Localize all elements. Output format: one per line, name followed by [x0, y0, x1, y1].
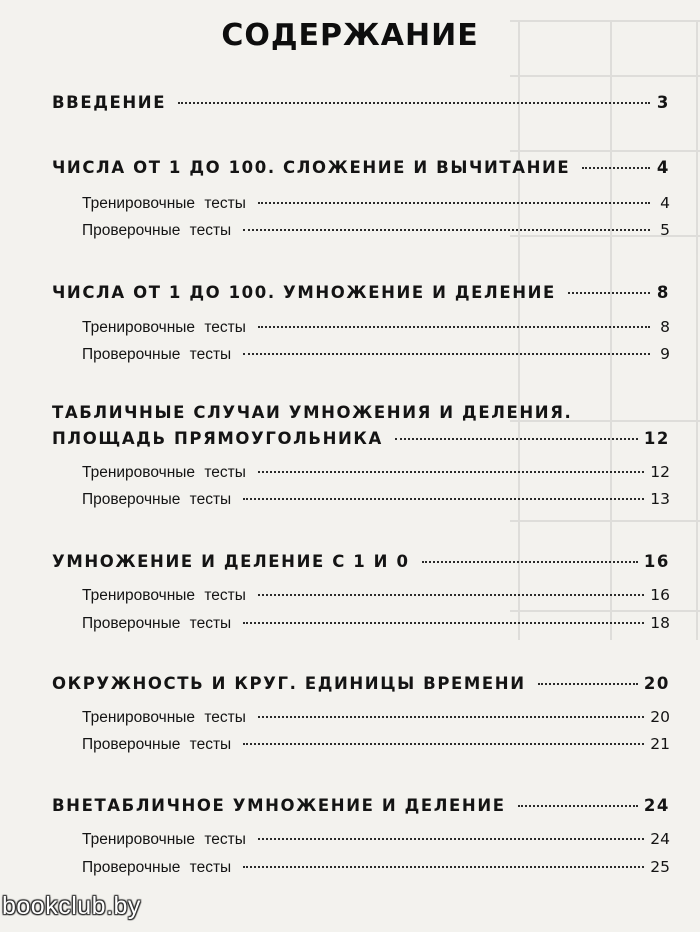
toc-page-number: 25 — [650, 858, 670, 876]
dot-leader — [258, 594, 644, 596]
dot-leader — [518, 805, 638, 807]
toc-section-title: УМНОЖЕНИЕ И ДЕЛЕНИЕ С 1 И 0 — [52, 552, 410, 571]
toc-entry-subsection[interactable] — [82, 490, 670, 509]
dot-leader — [258, 838, 644, 840]
dot-leader — [243, 353, 650, 355]
toc-page-number: 20 — [643, 674, 670, 693]
toc-page-number: 12 — [643, 429, 670, 448]
toc-page-number: 24 — [650, 830, 670, 848]
toc-entry-section[interactable] — [52, 552, 670, 571]
toc-page-number: 3 — [656, 93, 670, 112]
toc-page-number: 16 — [643, 552, 670, 571]
toc-subsection-title: Проверочные тесты — [82, 346, 232, 363]
toc-entry-section[interactable] — [52, 158, 670, 177]
dot-leader — [243, 498, 644, 500]
dot-leader — [258, 202, 650, 204]
dot-leader — [258, 471, 644, 473]
toc-entry-subsection[interactable] — [82, 858, 670, 877]
toc-entry-subsection[interactable] — [82, 221, 670, 240]
dot-leader — [422, 561, 638, 563]
dot-leader — [582, 167, 650, 169]
toc-subsection-title: Тренировочные тесты — [82, 709, 246, 726]
dot-leader — [258, 716, 644, 718]
toc-entry-subsection[interactable] — [82, 586, 670, 605]
toc-page-number: 12 — [650, 463, 670, 481]
toc-subsection-title: Проверочные тесты — [82, 736, 232, 753]
dot-leader — [178, 102, 650, 104]
toc-entry-subsection[interactable] — [82, 318, 670, 337]
toc-entry-section[interactable] — [52, 674, 670, 693]
dot-leader — [243, 743, 644, 745]
toc-page-number: 8 — [656, 283, 670, 302]
toc-entry-subsection[interactable] — [82, 463, 670, 482]
toc-subsection-title: Тренировочные тесты — [82, 319, 246, 336]
toc-page-number: 8 — [660, 318, 670, 336]
toc-section-title: ЧИСЛА ОТ 1 ДО 100. СЛОЖЕНИЕ И ВЫЧИТАНИЕ — [52, 158, 571, 177]
toc-page-number: 4 — [660, 194, 670, 212]
toc-section-title-line1: ТАБЛИЧНЫЕ СЛУЧАИ УМНОЖЕНИЯ И ДЕЛЕНИЯ. — [52, 403, 573, 422]
toc-entry-introduction[interactable] — [52, 93, 670, 112]
toc-page-number: 18 — [650, 614, 670, 632]
bleed-through-table — [510, 0, 700, 760]
toc-section-title: ОКРУЖНОСТЬ И КРУГ. ЕДИНИЦЫ ВРЕМЕНИ — [52, 674, 526, 693]
page-title: СОДЕРЖАНИЕ — [221, 18, 479, 53]
toc-page-number: 9 — [660, 345, 670, 363]
toc-page-number: 24 — [643, 796, 670, 815]
toc-subsection-title: Проверочные тесты — [82, 222, 232, 239]
toc-entry-section[interactable] — [52, 283, 670, 302]
toc-entry-subsection[interactable] — [82, 194, 670, 213]
toc-entry-subsection[interactable] — [82, 614, 670, 633]
toc-page-number: 5 — [660, 221, 670, 239]
toc-section-title: ВВЕДЕНИЕ — [52, 93, 167, 112]
toc-entry-section[interactable] — [52, 796, 670, 815]
toc-subsection-title: Тренировочные тесты — [82, 464, 246, 481]
toc-section-title: ПЛОЩАДЬ ПРЯМОУГОЛЬНИКА — [52, 429, 383, 448]
toc-entry-subsection[interactable] — [82, 708, 670, 727]
dot-leader — [568, 292, 650, 294]
toc-entry-subsection[interactable] — [82, 735, 670, 754]
dot-leader — [243, 229, 650, 231]
toc-page-number: 20 — [650, 708, 670, 726]
toc-section-title: ЧИСЛА ОТ 1 ДО 100. УМНОЖЕНИЕ И ДЕЛЕНИЕ — [52, 283, 556, 302]
dot-leader — [538, 683, 638, 685]
toc-page-number: 13 — [650, 490, 670, 508]
dot-leader — [395, 438, 638, 440]
toc-subsection-title: Тренировочные тесты — [82, 831, 246, 848]
toc-entry-subsection[interactable] — [82, 345, 670, 364]
toc-page-number: 21 — [650, 735, 670, 753]
toc-section-title: ВНЕТАБЛИЧНОЕ УМНОЖЕНИЕ И ДЕЛЕНИЕ — [52, 796, 506, 815]
toc-entry-section[interactable] — [52, 429, 670, 448]
dot-leader — [258, 326, 650, 328]
toc-subsection-title: Проверочные тесты — [82, 491, 232, 508]
watermark-text: bookclub.by — [2, 892, 141, 920]
toc-page-number: 4 — [656, 158, 670, 177]
toc-entry-subsection[interactable] — [82, 830, 670, 849]
dot-leader — [243, 622, 644, 624]
toc-subsection-title: Проверочные тесты — [82, 859, 232, 876]
toc-subsection-title: Тренировочные тесты — [82, 195, 246, 212]
dot-leader — [243, 866, 644, 868]
toc-page-number: 16 — [650, 586, 670, 604]
toc-subsection-title: Проверочные тесты — [82, 615, 232, 632]
toc-subsection-title: Тренировочные тесты — [82, 587, 246, 604]
